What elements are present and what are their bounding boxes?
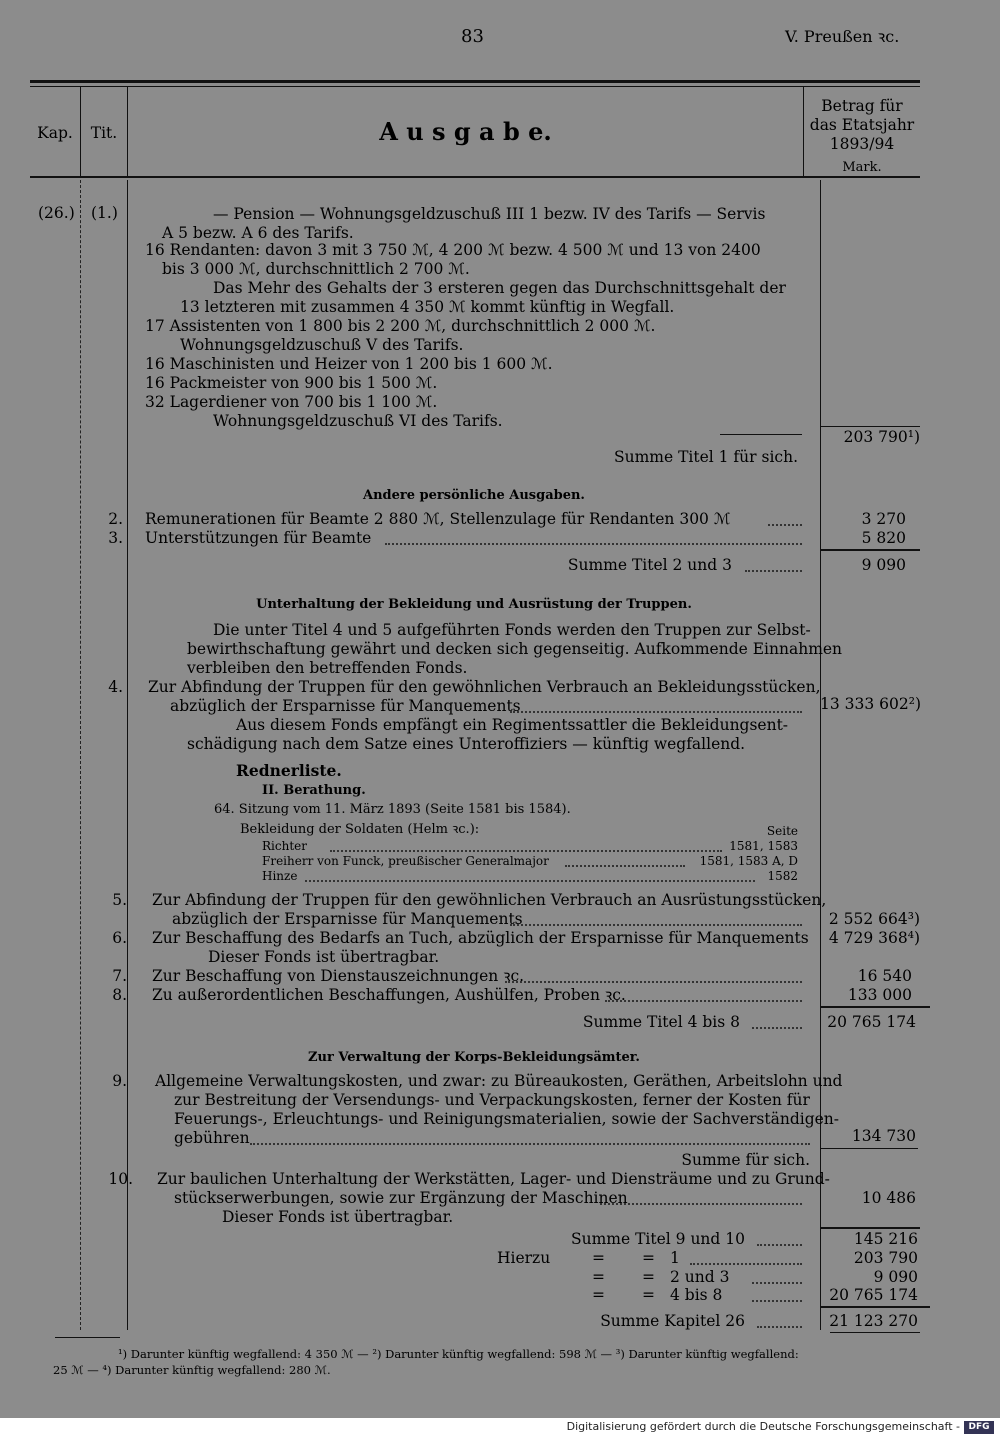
total-row-label: 1 <box>670 1249 680 1267</box>
rednerliste-sitzung: 64. Sitzung vom 11. März 1893 (Seite 1581 bis 1584). <box>214 802 571 817</box>
ditto-mark: = <box>592 1249 605 1267</box>
amount-titel-2: 3 270 <box>861 510 906 528</box>
hierzu-label: Hierzu <box>497 1249 551 1267</box>
text-line: abzüglich der Ersparnisse für Manquements <box>170 697 521 715</box>
section-heading-andere: Andere persönliche Ausgaben. <box>363 488 585 503</box>
amount-titel-6: 4 729 368⁴) <box>828 929 920 947</box>
betrag-header-mark: Mark. <box>842 160 882 175</box>
section-heading-unterhaltung: Unterhaltung der Bekleidung und Ausrüstung der Truppen. <box>256 597 692 612</box>
titel-8-text: Zu außerordentlichen Beschaffungen, Aushülfen, Proben ꝛc. <box>152 986 626 1004</box>
leader-dots <box>510 711 802 713</box>
text-line: 16 Packmeister von 900 bis 1 500 ℳ. <box>145 374 438 392</box>
speaker-name: Hinze <box>262 869 298 883</box>
leader-dots <box>690 1263 802 1265</box>
speaker-pages: 1581, 1583 A, D <box>699 854 798 868</box>
text-line: Die unter Titel 4 und 5 aufgeführten Fonds werden den Truppen zur Selbst- <box>213 621 811 639</box>
sum-rule <box>820 1227 920 1229</box>
betrag-header-line-2: das Etatsjahr <box>809 116 915 134</box>
section-heading-verwaltung: Zur Verwaltung der Korps-Bekleidungsämter. <box>308 1050 640 1065</box>
total-row-amount: 203 790 <box>853 1249 918 1267</box>
text-line: schädigung nach dem Satze eines Unteroffiziers — künftig wegfallend. <box>187 735 746 753</box>
total-row-amount: 20 765 174 <box>829 1286 918 1304</box>
amount-summe-2-3: 9 090 <box>861 556 906 574</box>
sum-rule <box>820 1006 930 1008</box>
summe-titel-9: Summe für sich. <box>681 1151 810 1169</box>
text-line: stückserwerbungen, sowie zur Ergänzung der Maschinen <box>174 1189 628 1207</box>
dfg-logo: DFG <box>964 1421 994 1434</box>
rednerliste-bekleidung: Bekleidung der Soldaten (Helm ꝛc.): <box>240 822 480 837</box>
total-row-label: 4 bis 8 <box>670 1286 723 1304</box>
leader-dots <box>757 1326 802 1328</box>
text-line: Zur baulichen Unterhaltung der Werkstätten, Lager- und Diensträume und zu Grund- <box>157 1170 830 1188</box>
rednerliste-seite: Seite <box>766 824 798 838</box>
text-line: 16 Rendanten: davon 3 mit 3 750 ℳ, 4 200 ℳ bezw. 4 500 ℳ und 13 von 2400 <box>145 241 761 259</box>
summe-titel-1: Summe Titel 1 für sich. <box>613 448 798 466</box>
text-line: Aus diesem Fonds empfängt ein Regimentssattler die Bekleidungsent- <box>236 716 789 734</box>
text-line: Dieser Fonds ist übertragbar. <box>222 1208 454 1226</box>
header-bottom-rule <box>30 176 920 178</box>
column-header-tit: Tit. <box>90 124 118 142</box>
text-line: abzüglich der Ersparnisse für Manquements <box>172 910 523 928</box>
leader-dots <box>752 1300 802 1302</box>
text-line: Zur Abfindung der Truppen für den gewöhnlichen Verbrauch an Ausrüstungsstücken, <box>152 891 827 909</box>
speaker-name: Freiherr von Funck, preußischer Generalmajor <box>262 854 549 868</box>
tit-number: 5. <box>112 891 127 909</box>
tit-number: 4. <box>108 678 123 696</box>
text-line: 32 Lagerdiener von 700 bis 1 100 ℳ. <box>145 393 438 411</box>
ditto-mark: = <box>592 1286 605 1304</box>
text-line: Das Mehr des Gehalts der 3 ersteren gegen das Durchschnittsgehalt der <box>213 279 786 297</box>
text-line: Wohnungsgeldzuschuß VI des Tarifs. <box>213 412 503 430</box>
column-header-kap: Kap. <box>37 124 73 142</box>
text-line: gebühren <box>174 1129 250 1147</box>
leader-dots <box>250 1143 810 1145</box>
summe-titel-4-8: Summe Titel 4 bis 8 <box>582 1013 740 1031</box>
amount-titel-5: 2 552 664³) <box>828 910 920 928</box>
text-column-rule <box>127 180 128 1330</box>
leader-dots <box>600 1203 802 1205</box>
leader-dots <box>505 981 802 983</box>
summe-titel-2-3: Summe Titel 2 und 3 <box>567 556 732 574</box>
titel-3-text: Unterstützungen für Beamte <box>145 529 372 547</box>
sum-rule <box>820 426 920 427</box>
kap-number: (26.) <box>38 204 75 222</box>
speaker-name: Richter <box>262 839 307 853</box>
text-line: zur Bestreitung der Versendungs- und Verpackungskosten, ferner der Kosten für <box>174 1091 810 1109</box>
amount-titel-8: 133 000 <box>847 986 912 1004</box>
tit-number: 2. <box>108 510 123 528</box>
betrag-header-line-3: 1893/94 <box>829 135 895 153</box>
amount-summe-4-8: 20 765 174 <box>827 1013 916 1031</box>
text-line: Feuerungs-, Erleuchtungs- und Reinigungsmaterialien, sowie der Sachverständigen- <box>174 1110 840 1128</box>
kap-column-rule <box>80 180 81 1330</box>
titel-7-text: Zur Beschaffung von Dienstauszeichnungen ꝛc. <box>152 967 525 985</box>
ditto-mark: = <box>642 1268 655 1286</box>
amount-titel-1: 203 790¹) <box>843 428 920 446</box>
tit-number: 10. <box>108 1170 133 1188</box>
speaker-pages: 1581, 1583 <box>729 839 798 853</box>
amount-titel-9: 134 730 <box>851 1127 916 1145</box>
amount-column-rule <box>820 180 821 1330</box>
ditto-mark: = <box>642 1286 655 1304</box>
amount-summe-9-10: 145 216 <box>853 1230 918 1248</box>
leader-dots <box>752 1282 802 1284</box>
table-bottom-rule <box>830 1332 920 1333</box>
leader-dots <box>752 1027 802 1029</box>
column-header-ausgabe: A u s g a b e. <box>379 117 552 146</box>
footnote-line: ¹) Darunter künftig wegfallend: 4 350 ℳ — ²) Darunter künftig wegfallend: 598 ℳ — ³) Darunter künftig wegfallend: <box>118 1347 799 1361</box>
leader-dots <box>757 1244 802 1246</box>
leader-dots <box>768 524 802 526</box>
text-line: Allgemeine Verwaltungskosten, und zwar: zu Büreaukosten, Geräthen, Arbeitslohn und <box>155 1072 843 1090</box>
sum-rule <box>820 1148 918 1149</box>
tit-number: 9. <box>112 1072 127 1090</box>
amount-titel-7: 16 540 <box>857 967 912 985</box>
amount-titel-4: 13 333 602²) <box>820 695 922 713</box>
sum-rule <box>820 1306 930 1308</box>
text-line: Wohnungsgeldzuschuß V des Tarifs. <box>180 336 464 354</box>
amount-summe-kapitel: 21 123 270 <box>829 1312 918 1330</box>
amount-titel-10: 10 486 <box>861 1189 916 1207</box>
running-head: V. Preußen ꝛc. <box>785 27 900 46</box>
text-line: bis 3 000 ℳ, durchschnittlich 2 700 ℳ. <box>162 260 470 278</box>
titel-2-text: Remunerationen für Beamte 2 880 ℳ, Stellenzulage für Rendanten 300 ℳ <box>145 510 731 528</box>
betrag-header-line-1: Betrag für <box>821 97 903 115</box>
speaker-pages: 1582 <box>767 869 798 883</box>
total-row-amount: 9 090 <box>873 1268 918 1286</box>
text-line: bewirthschaftung gewährt und decken sich gegenseitig. Aufkommende Einnahmen <box>187 640 843 658</box>
text-line: 16 Maschinisten und Heizer von 1 200 bis 1 600 ℳ. <box>145 355 553 373</box>
tit-number: 6. <box>112 929 127 947</box>
page-number: 83 <box>461 26 484 47</box>
header-top-rule-thin <box>30 86 920 87</box>
text-line: A 5 bezw. A 6 des Tarifs. <box>162 224 354 242</box>
tit-number: (1.) <box>91 204 118 222</box>
digitization-footer <box>0 1418 1000 1437</box>
total-row-label: 2 und 3 <box>670 1268 730 1286</box>
text-line: Zur Beschaffung des Bedarfs an Tuch, abzüglich der Ersparnisse für Manquements <box>152 929 809 947</box>
tit-number: 3. <box>108 529 123 547</box>
leader-dots <box>745 570 802 572</box>
summe-kapitel-26: Summe Kapitel 26 <box>600 1312 745 1330</box>
ditto-mark: = <box>592 1268 605 1286</box>
text-line: — Pension — Wohnungsgeldzuschuß III 1 bezw. IV des Tarifs — Servis <box>213 205 766 223</box>
header-top-rule <box>30 80 920 83</box>
footnote-rule <box>55 1337 120 1338</box>
text-line: Zur Abfindung der Truppen für den gewöhnlichen Verbrauch an Bekleidungsstücken, <box>148 678 821 696</box>
text-line: 17 Assistenten von 1 800 bis 2 200 ℳ, durchschnittlich 2 000 ℳ. <box>145 317 656 335</box>
summe-titel-9-10: Summe Titel 9 und 10 <box>570 1230 745 1248</box>
tit-number: 8. <box>112 986 127 1004</box>
leader-dots <box>605 1000 802 1002</box>
ditto-mark: = <box>642 1249 655 1267</box>
tit-number: 7. <box>112 967 127 985</box>
leader-dots <box>385 543 802 545</box>
digitization-note: Digitalisierung gefördert durch die Deutsche Forschungsgemeinschaft - <box>566 1420 960 1433</box>
text-line: Dieser Fonds ist übertragbar. <box>208 948 440 966</box>
sum-rule <box>720 434 802 435</box>
leader-dots <box>510 924 802 926</box>
rednerliste-beratung: II. Berathung. <box>262 783 366 798</box>
text-line: 13 letzteren mit zusammen 4 350 ℳ kommt künftig in Wegfall. <box>180 298 675 316</box>
rednerliste-title: Rednerliste. <box>236 761 342 780</box>
text-line: verbleiben den betreffenden Fonds. <box>187 659 468 677</box>
footnote-line: 25 ℳ — ⁴) Darunter künftig wegfallend: 280 ℳ. <box>53 1363 331 1377</box>
amount-titel-3: 5 820 <box>861 529 906 547</box>
sum-rule <box>820 549 920 551</box>
